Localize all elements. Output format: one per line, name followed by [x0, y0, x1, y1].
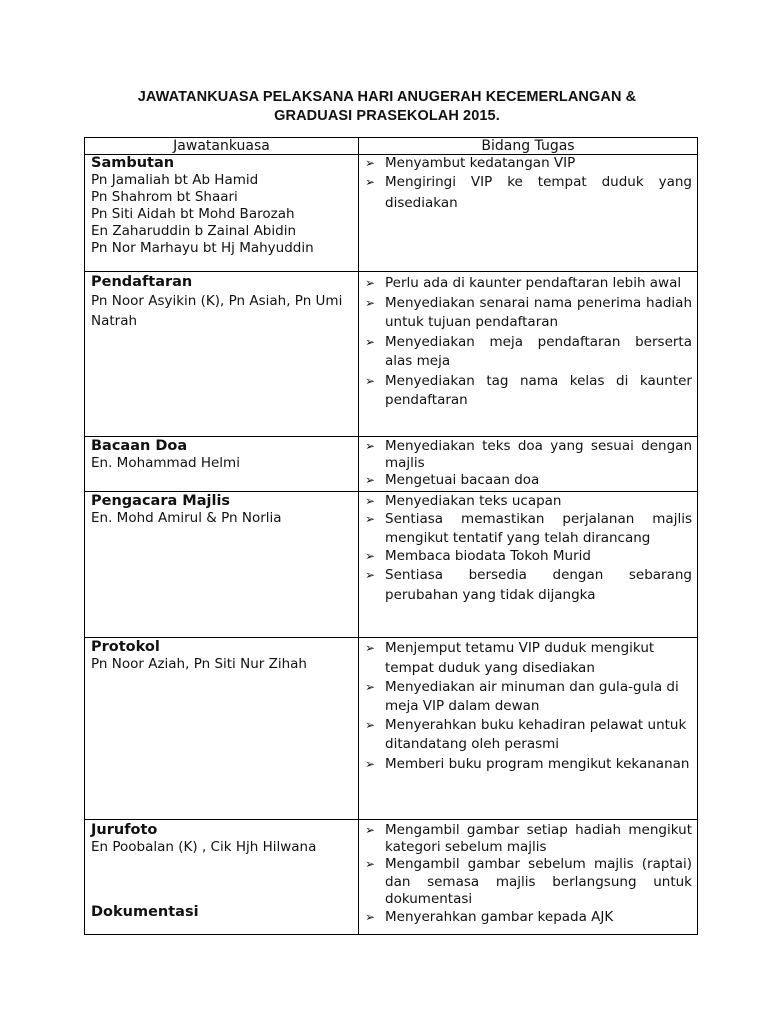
task-item	[365, 548, 692, 565]
task-item	[365, 172, 692, 214]
arrow-bullet-icon: ➢	[365, 641, 376, 655]
document-title	[84, 88, 690, 126]
tasks-cell	[359, 437, 698, 492]
committee-name: Sambutan	[91, 155, 175, 171]
header-jawatankuasa: Jawatankuasa	[85, 138, 359, 155]
task-item	[365, 510, 692, 548]
member-name: Pn Jamaliah bt Ab Hamid	[91, 172, 259, 188]
committee-cell	[85, 638, 359, 820]
arrow-bullet-icon: ➢	[365, 473, 376, 487]
task-text: Mengiringi VIP ke tempat duduk yang disediakan	[385, 174, 692, 211]
arrow-bullet-icon: ➢	[365, 156, 376, 170]
title-line-2: GRADUASI PRASEKOLAH 2015.	[274, 108, 500, 124]
member-name: En Poobalan (K) , Cik Hjh Hilwana	[91, 839, 317, 855]
task-text: Menjemput tetamu VIP duduk mengikut tempat duduk yang disediakan	[385, 640, 655, 676]
tasks-cell	[359, 155, 698, 272]
committee-cell	[85, 155, 359, 272]
table-row	[85, 820, 698, 935]
committee-cell	[85, 437, 359, 492]
task-text: Menyediakan tag nama kelas di kaunter pendaftaran	[385, 372, 692, 408]
task-item	[365, 716, 692, 754]
member-name: Pn Siti Aidah bt Mohd Barozah	[91, 206, 295, 222]
arrow-bullet-icon: ➢	[365, 512, 376, 526]
committee-name: Pendaftaran	[91, 274, 193, 290]
task-item	[365, 155, 692, 172]
arrow-bullet-icon: ➢	[365, 757, 376, 771]
tasks-cell	[359, 492, 698, 638]
task-text: Menyerahkan gambar kepada AJK	[385, 908, 614, 925]
member-name: En. Mohammad Helmi	[91, 455, 240, 471]
arrow-bullet-icon: ➢	[365, 494, 376, 508]
member-name: Pn Nor Marhayu bt Hj Mahyuddin	[91, 240, 314, 256]
task-item	[365, 333, 692, 372]
task-item	[365, 822, 692, 856]
arrow-bullet-icon: ➢	[365, 568, 376, 582]
task-item	[365, 294, 692, 333]
arrow-bullet-icon: ➢	[365, 276, 376, 290]
committee-name: Jurufoto	[91, 822, 158, 838]
task-item	[365, 493, 692, 510]
tasks-cell	[359, 820, 698, 935]
table-row	[85, 638, 698, 820]
subcommittee-name: Dokumentasi	[91, 904, 199, 920]
task-text: Menyediakan teks ucapan	[385, 493, 562, 509]
task-item	[365, 754, 692, 774]
task-item	[365, 856, 692, 909]
arrow-bullet-icon: ➢	[365, 718, 376, 732]
task-item	[365, 639, 692, 678]
arrow-bullet-icon: ➢	[365, 549, 376, 563]
task-text: Mengetuai bacaan doa	[385, 472, 540, 488]
arrow-bullet-icon: ➢	[365, 909, 376, 924]
tasks-cell	[359, 638, 698, 820]
committee-name: Protokol	[91, 639, 160, 655]
task-item	[365, 472, 692, 489]
task-text: Sentiasa bersedia dengan sebarang perubahan yang tidak dijangka	[385, 567, 692, 603]
header-row	[85, 138, 698, 155]
task-text: Menyambut kedatangan VIP	[385, 155, 576, 171]
task-text: Perlu ada di kaunter pendaftaran lebih awal	[385, 275, 682, 291]
committee-cell	[85, 492, 359, 638]
member-name: Pn Noor Asyikin (K), Pn Asiah, Pn Umi Natrah	[91, 293, 343, 329]
task-text: Menyediakan air minuman dan gula-gula di meja VIP dalam dewan	[385, 679, 679, 714]
task-item	[365, 565, 692, 605]
committee-name: Bacaan Doa	[91, 438, 188, 454]
arrow-bullet-icon: ➢	[365, 439, 376, 453]
arrow-bullet-icon: ➢	[365, 823, 376, 837]
member-name: Pn Shahrom bt Shaari	[91, 189, 238, 205]
committee-table	[84, 137, 698, 935]
task-item	[365, 372, 692, 411]
tasks-cell	[359, 272, 698, 437]
member-name: En. Mohd Amirul & Pn Norlia	[91, 510, 282, 526]
arrow-bullet-icon: ➢	[365, 334, 376, 349]
arrow-bullet-icon: ➢	[365, 373, 376, 388]
task-item	[365, 438, 692, 472]
table-row	[85, 155, 698, 272]
committee-cell	[85, 820, 359, 935]
member-name: Pn Noor Aziah, Pn Siti Nur Zihah	[91, 656, 307, 672]
table-row	[85, 492, 698, 638]
header-bidang-tugas: Bidang Tugas	[359, 138, 698, 155]
task-text: Mengambil gambar setiap hadiah mengikut kategori sebelum majlis	[385, 822, 692, 855]
title-line-1: JAWATANKUASA PELAKSANA HARI ANUGERAH KECEMERLANGAN &	[137, 89, 637, 105]
arrow-bullet-icon: ➢	[365, 295, 376, 310]
task-item	[365, 274, 692, 294]
table-row	[85, 272, 698, 437]
arrow-bullet-icon: ➢	[365, 175, 376, 189]
arrow-bullet-icon: ➢	[365, 680, 376, 694]
arrow-bullet-icon: ➢	[365, 857, 376, 871]
task-text: Sentiasa memastikan perjalanan majlis mengikut tentatif yang telah dirancang	[385, 511, 692, 546]
committee-cell	[85, 272, 359, 437]
task-item	[365, 678, 692, 716]
task-text: Menyediakan meja pendaftaran berserta alas meja	[385, 333, 692, 369]
task-text: Membaca biodata Tokoh Murid	[385, 548, 591, 564]
task-text: Memberi buku program mengikut kekananan	[385, 756, 690, 772]
task-text: Menyediakan teks doa yang sesuai dengan majlis	[385, 438, 692, 471]
table-row	[85, 437, 698, 492]
committee-name: Pengacara Majlis	[91, 493, 231, 509]
task-item	[365, 909, 692, 926]
task-text: Mengambil gambar sebelum majlis (raptai) dan semasa majlis berlangsung untuk dokumentasi	[385, 856, 692, 907]
member-name: En Zaharuddin b Zainal Abidin	[91, 223, 297, 239]
task-text: Menyediakan senarai nama penerima hadiah untuk tujuan pendaftaran	[385, 294, 692, 330]
task-text: Menyerahkan buku kehadiran pelawat untuk ditandatang oleh perasmi	[385, 717, 687, 752]
